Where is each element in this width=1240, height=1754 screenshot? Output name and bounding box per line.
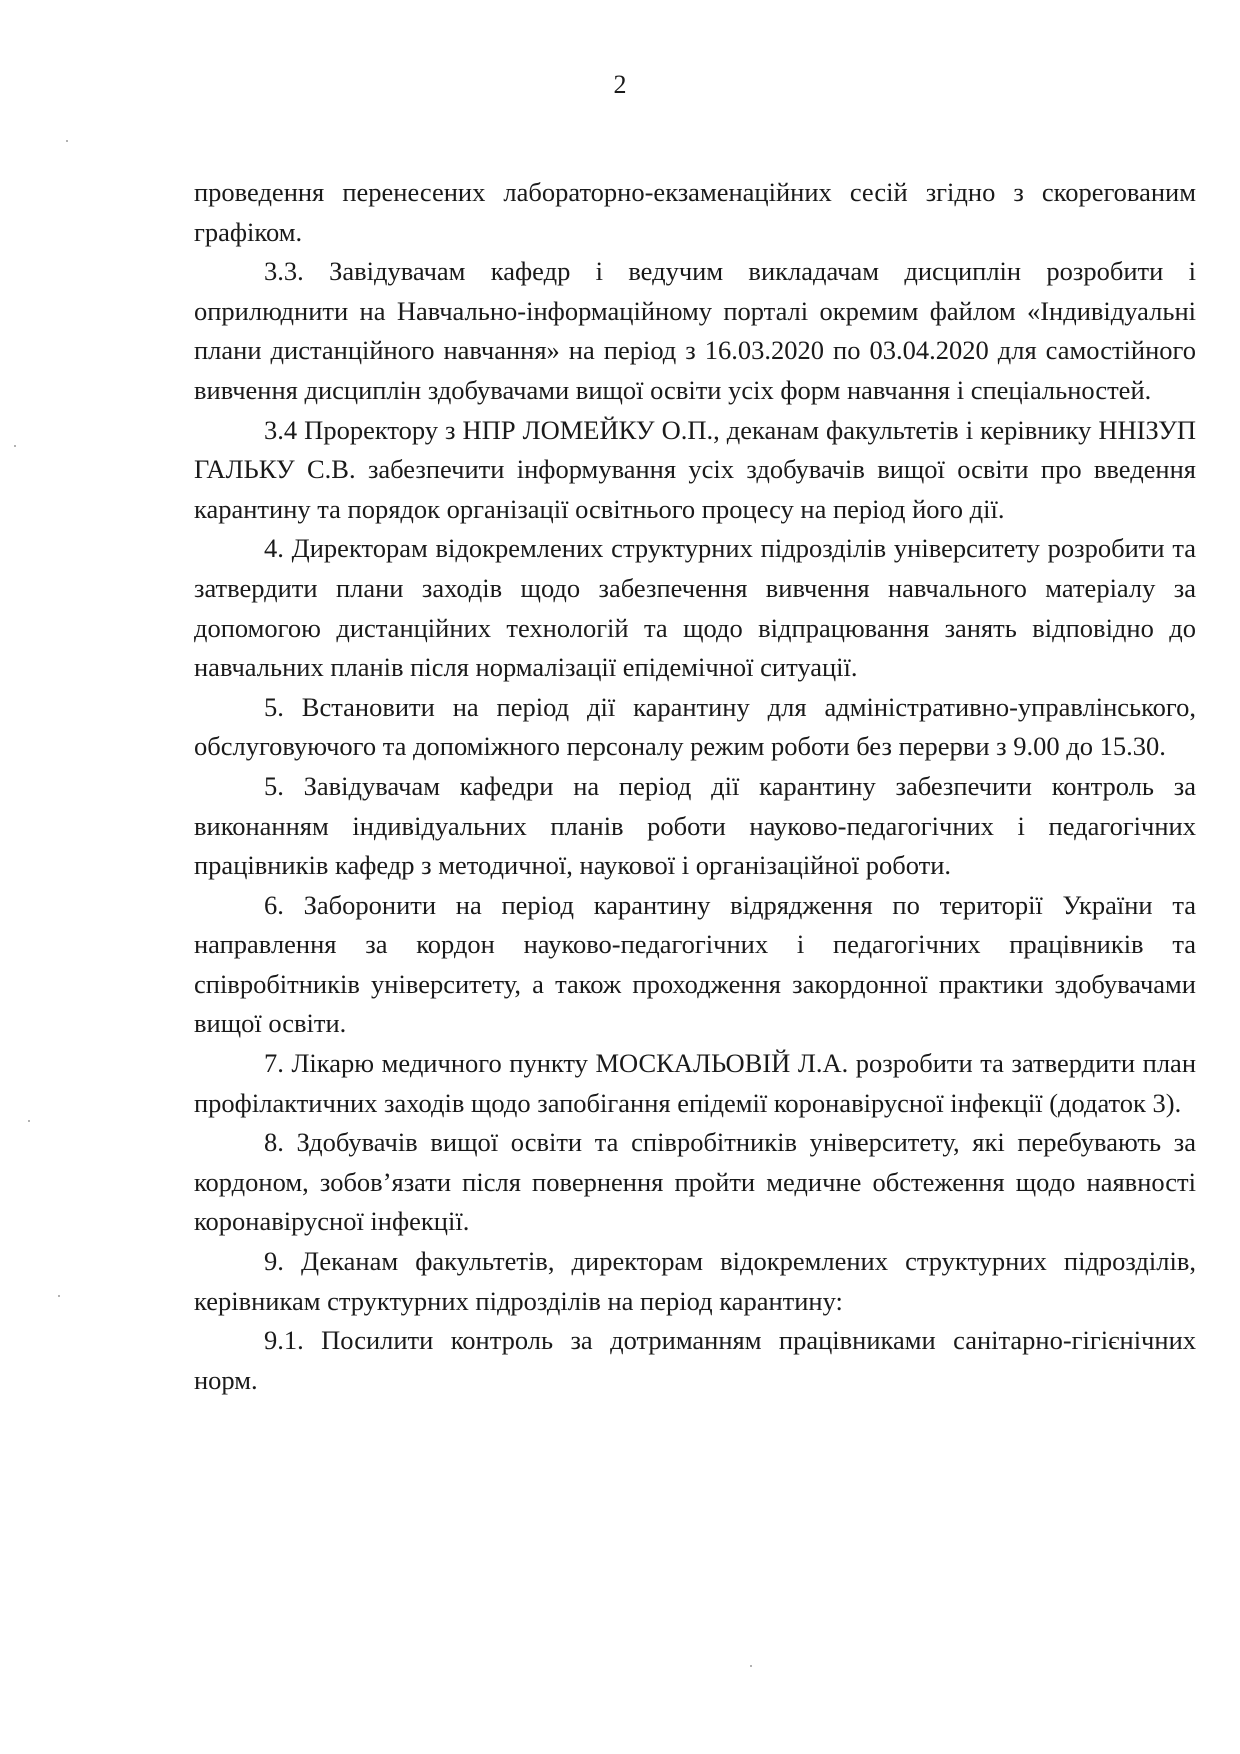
paragraph-5-work-schedule: 5. Встановити на період дії карантину для адміністративно-управлінського, обслуговуючого та допоміжного персоналу режим роботи без перерви з 9.00 до 15.30. (194, 691, 1196, 762)
paragraph-4: 4. Директорам відокремлених структурних підрозділів університету розробити та затвердити плани заходів щодо забезпечення вивчення навчального матеріалу за допомогою дистанційних технологій та щодо відпрацювання занять відповідно до навчальних планів після нормалізації епідемічної ситуації. (194, 533, 1196, 683)
scan-speck (66, 140, 68, 142)
paragraph-3-4: 3.4 Проректору з НПР ЛОМЕЙКУ О.П., деканам факультетів і керівнику ННІЗУП ГАЛЬКУ С.В. забезпечити інформування усіх здобувачів вищої освіти про введення карантину та порядок організації освітнього процесу на період його дії. (194, 414, 1196, 524)
scan-speck (58, 1295, 60, 1297)
scan-speck (14, 445, 16, 447)
paragraph-continuation: проведення перенесених лабораторно-екзаменаційних сесій згідно з скорегованим графіком. (194, 177, 1196, 247)
paragraph-7: 7. Лікарю медичного пункту МОСКАЛЬОВІЙ Л.А. розробити та затвердити план профілактичних заходів щодо запобігання епідемії коронавірусної інфекції (додаток 3). (194, 1048, 1196, 1118)
paragraph-6: 6. Заборонити на період карантину відрядження по території України та направлення за кордон науково-педагогічних і педагогічних працівників та співробітників університету, а також проходження закордонної практики здобувачами вищої освіти. (194, 889, 1196, 1039)
paragraph-3-3: 3.3. Завідувачам кафедр і ведучим викладачам дисциплін розробити і оприлюднити на Навчально-інформаційному порталі окремим файлом «Індивідуальні плани дистанційного навчання» на період з 16.03.2020 по 03.04.2020 для самостійного вивчення дисциплін здобувачами вищої освіти усіх форм навчання і спеціальностей. (194, 256, 1196, 405)
document-body (194, 173, 1196, 1400)
paragraph-9-1: 9.1. Посилити контроль за дотриманням працівниками санітарно-гігієнічних норм. (194, 1325, 1196, 1395)
paragraph-9: 9. Деканам факультетів, директорам відокремлених структурних підрозділів, керівникам структурних підрозділів на період карантину: (194, 1246, 1196, 1316)
paragraph-5-department-control: 5. Завідувачам кафедри на період дії карантину забезпечити контроль за виконанням індивідуальних планів роботи науково-педагогічних і педагогічних працівників кафедр з методичної, наукової і організаційної роботи. (194, 770, 1196, 881)
paragraph-8: 8. Здобувачів вищої освіти та співробітників університету, які перебувають за кордоном, зобов’язати після повернення пройти медичне обстеження щодо наявності коронавірусної інфекції. (194, 1127, 1196, 1237)
scan-speck (28, 1120, 30, 1122)
page-number: 2 (613, 70, 627, 99)
scan-speck (750, 1665, 752, 1667)
